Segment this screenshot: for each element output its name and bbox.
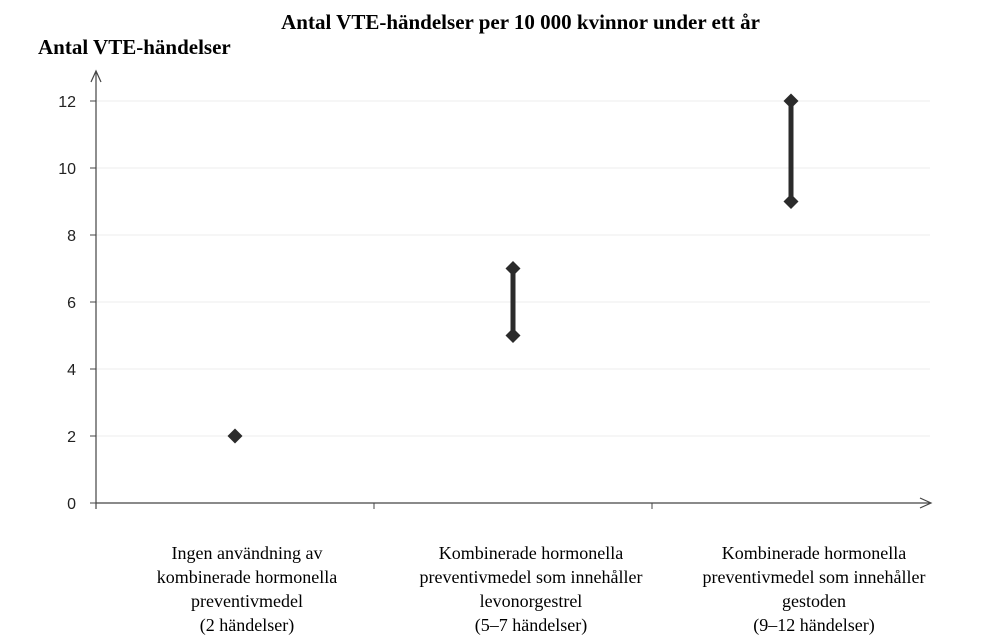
category-label-0 xyxy=(107,541,387,637)
category-label-2-line-1: preventivmedel som innehåller xyxy=(702,567,926,587)
y-tick-label-6: 12 xyxy=(58,94,76,111)
marker-0-low xyxy=(228,429,243,444)
category-label-0-line-3: (2 händelser) xyxy=(199,615,295,635)
category-label-1-line-0: Kombinerade hormonella xyxy=(438,543,624,563)
category-label-2-line-0: Kombinerade hormonella xyxy=(721,543,907,563)
y-tick-label-2: 4 xyxy=(67,362,76,379)
marker-1-low xyxy=(506,328,521,343)
y-axis-label: Antal VTE-händelser xyxy=(38,35,231,59)
category-label-0-line-2: preventivmedel xyxy=(191,591,303,611)
category-label-2 xyxy=(674,541,954,637)
marker-2-high xyxy=(784,94,799,109)
y-tick-label-5: 10 xyxy=(58,161,76,178)
category-label-0-line-1: kombinerade hormonella xyxy=(156,567,338,587)
category-label-1 xyxy=(391,541,671,637)
chart-title: Antal VTE-händelser per 10 000 kvinnor under ett år xyxy=(281,10,760,34)
category-label-1-line-2: levonorgestrel xyxy=(479,591,583,611)
y-tick-label-4: 8 xyxy=(67,228,76,245)
category-label-1-line-1: preventivmedel som innehåller xyxy=(419,567,643,587)
category-label-0-line-0: Ingen användning av xyxy=(171,543,323,563)
marker-2-low xyxy=(784,194,799,209)
y-tick-label-0: 0 xyxy=(67,496,76,513)
marker-1-high xyxy=(506,261,521,276)
y-tick-label-1: 2 xyxy=(67,429,76,446)
category-label-2-line-2: gestoden xyxy=(782,591,846,611)
category-label-1-line-3: (5–7 händelser) xyxy=(474,615,588,635)
y-tick-label-3: 6 xyxy=(67,295,76,312)
category-label-2-line-3: (9–12 händelser) xyxy=(753,615,875,635)
